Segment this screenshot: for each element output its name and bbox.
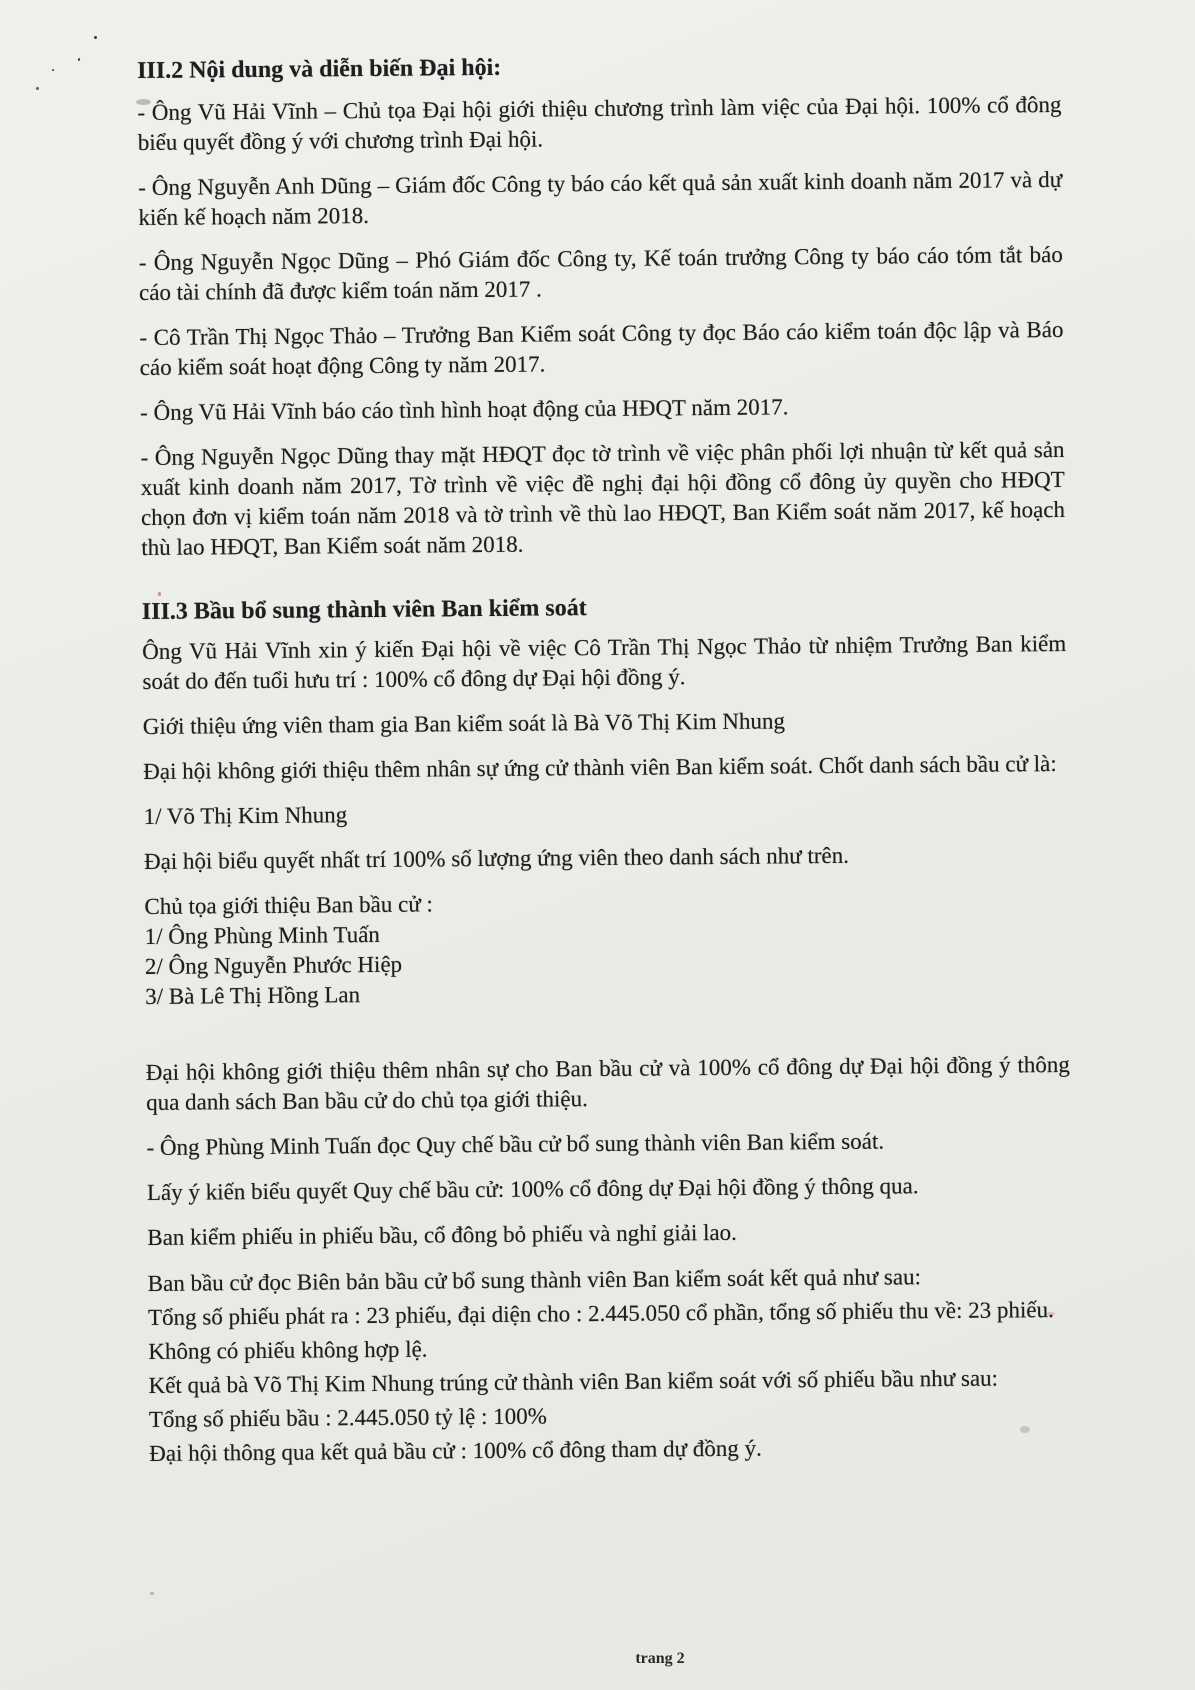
result-line: Tổng số phiếu bầu : 2.445.050 tỷ lệ : 100%	[148, 1403, 547, 1432]
result-line: Không có phiếu không hợp lệ.	[148, 1336, 428, 1364]
page-number: trang 2	[635, 1650, 685, 1667]
election-board-member: 3/ Bà Lê Thị Hồng Lan	[145, 982, 361, 1009]
paragraph-vote-candidates: Đại hội biểu quyết nhất trí 100% số lượng ứng viên theo danh sách như trên.	[143, 842, 850, 874]
election-results-block	[148, 1260, 1074, 1469]
paragraph-resignation: Ông Vũ Hải Vĩnh xin ý kiến Đại hội về việc Cô Trần Thị Ngọc Thảo từ nhiệm Trưởng Ban kiểm soát do đến tuổi hưu trí : 100% cổ đông dự Đại hội đồng ý.	[142, 630, 1067, 694]
document-content	[137, 48, 1073, 1472]
scan-speckle	[52, 69, 54, 71]
paragraph-supervisory-report: - Cô Trần Thị Ngọc Thảo – Trưởng Ban Kiểm soát Công ty đọc Báo cáo kiểm toán độc lập và Báo cáo kiểm soát hoạt động Công ty năm 2017.	[139, 316, 1064, 380]
paragraph-rules-approval: Lấy ý kiến biểu quyết Quy chế bầu cử: 100% cổ đông dự Đại hội đồng ý thông qua.	[146, 1173, 919, 1205]
election-board-member: 1/ Ông Phùng Minh Tuấn	[144, 921, 380, 949]
scan-speckle	[78, 58, 81, 62]
paragraph-candidate-list-close: Đại hội không giới thiệu thêm nhân sự ứng cử thành viên Ban kiểm soát. Chốt danh sách bầu cử là:	[143, 751, 1057, 784]
paragraph-profit-distribution: - Ông Nguyễn Ngọc Dũng thay mặt HĐQT đọc tờ trình về việc phân phối lợi nhuận từ kết quả sản xuất kinh doanh năm 2017, Tờ trình về việc đề nghị đại hội đồng cổ đông ủy quyền cho HĐQT chọn đơn vị kiểm toán năm 2018 và tờ trình về thù lao HĐQT, Ban Kiểm soát năm 2017, kế hoạch thù lao HĐQT, Ban Kiểm soát năm 2018.	[140, 436, 1066, 560]
paragraph-deputy-director-report: - Ông Nguyễn Ngọc Dũng – Phó Giám đốc Công ty, Kế toán trưởng Công ty báo cáo tóm tắt báo cáo tài chính đã được kiểm toán năm 2017 .	[138, 241, 1063, 305]
scan-speckle	[36, 87, 39, 90]
result-line: Đại hội thông qua kết quả bầu cử : 100% cổ đông tham dự đồng ý.	[149, 1435, 762, 1466]
paragraph-chairman-agenda: - Ông Vũ Hải Vĩnh – Chủ tọa Đại hội giới thiệu chương trình làm việc của Đại hội. 100% cổ đông biểu quyết đồng ý với chương trình Đại hội.	[137, 91, 1062, 155]
paragraph-election-rules: - Ông Phùng Minh Tuấn đọc Quy chế bầu cử bổ sung thành viên Ban kiểm soát.	[146, 1128, 885, 1160]
result-line: Tổng số phiếu phát ra : 23 phiếu, đại diện cho : 2.445.050 cổ phần, tổng số phiếu thu về: 23 phiếu.	[147, 1297, 1054, 1330]
paragraph-candidate-intro: Giới thiệu ứng viên tham gia Ban kiểm soát là Bà Võ Thị Kim Nhung	[142, 708, 786, 739]
result-line: Kết quả bà Võ Thị Kim Nhung trúng cử thành viên Ban kiểm soát với số phiếu bầu như sau:	[148, 1365, 999, 1398]
paragraph-director-report: - Ông Nguyễn Anh Dũng – Giám đốc Công ty báo cáo kết quả sản xuất kinh doanh năm 2017 và dự kiến kế hoạch năm 2018.	[138, 166, 1063, 230]
section-iii3-heading: III.3 Bầu bổ sung thành viên Ban kiểm soát	[141, 595, 587, 625]
election-board-member: 2/ Ông Nguyễn Phước Hiệp	[144, 951, 403, 979]
election-board-intro: Chủ tọa giới thiệu Ban bầu cử :	[144, 891, 433, 919]
scan-speckle	[94, 36, 97, 39]
election-board-list	[144, 884, 1069, 1012]
candidate-list-item: 1/ Võ Thị Kim Nhung	[143, 802, 348, 829]
section-iii2-heading: III.2 Nội dung và diễn biến Đại hội:	[137, 54, 502, 84]
result-line: Ban bầu cử đọc Biên bản bầu cử bổ sung thành viên Ban kiểm soát kết quả như sau:	[147, 1264, 922, 1296]
scan-mark	[150, 1592, 154, 1595]
paragraph-board-approval: Đại hội không giới thiệu thêm nhân sự cho Ban bầu cử và 100% cổ đông dự Đại hội đồng ý thông qua danh sách Ban bầu cử do chủ tọa giới thiệu.	[145, 1051, 1070, 1115]
paragraph-ballot-break: Ban kiểm phiếu in phiếu bầu, cổ đông bỏ phiếu và nghỉ giải lao.	[147, 1219, 737, 1250]
paragraph-hdqt-report: - Ông Vũ Hải Vĩnh báo cáo tình hình hoạt động của HĐQT năm 2017.	[140, 394, 789, 425]
